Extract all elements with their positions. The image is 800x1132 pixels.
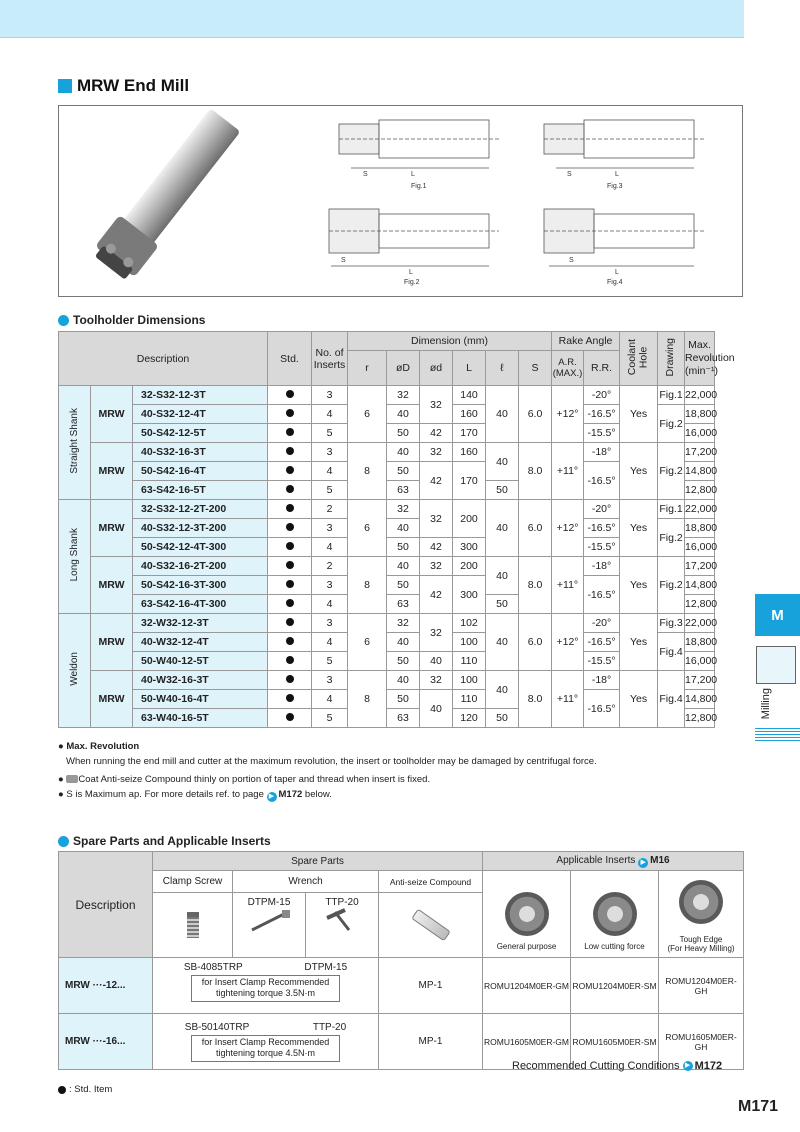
table-row bbox=[59, 614, 774, 633]
th-maxrev: Max. Revolution (min⁻¹) bbox=[685, 332, 715, 386]
table-cell: 18,800 bbox=[685, 405, 715, 424]
note-maxrev-title: Max. Revolution bbox=[66, 741, 140, 752]
table-cell: 32 bbox=[420, 386, 453, 424]
th-spare-description: Description bbox=[59, 852, 153, 958]
figure-box bbox=[58, 105, 743, 297]
table-cell: 22,000 bbox=[685, 614, 715, 633]
spare-row-12 bbox=[59, 958, 744, 1014]
table-cell: MRW bbox=[91, 386, 133, 443]
table-cell: ROMU1204M0ER-SM bbox=[571, 958, 659, 1014]
table-cell bbox=[268, 614, 312, 633]
table-cell bbox=[268, 462, 312, 481]
table-cell: -15.5° bbox=[584, 652, 620, 671]
std-item-note: : Std. Item bbox=[58, 1084, 112, 1095]
table-cell: 160 bbox=[453, 443, 486, 462]
table-cell: 63-W40-16-5T bbox=[133, 709, 268, 728]
table-cell: -16.5° bbox=[584, 576, 620, 614]
table-cell: 4 bbox=[312, 690, 348, 709]
table-cell: +12° bbox=[552, 386, 584, 443]
table-cell: R.R. bbox=[584, 351, 620, 386]
table-cell: 200 bbox=[453, 500, 486, 538]
table-cell: Fig.4 bbox=[658, 633, 685, 671]
table-cell: +11° bbox=[552, 671, 584, 728]
table-cell: MRW bbox=[91, 500, 133, 557]
table-cell: 50-S42-16-3T-300 bbox=[133, 576, 268, 595]
table-cell: øD bbox=[387, 351, 420, 386]
table-cell: Yes bbox=[620, 614, 658, 671]
side-tab-letter[interactable]: M bbox=[755, 594, 800, 636]
table-cell: MP-1 bbox=[379, 958, 483, 1014]
table-cell: ød bbox=[420, 351, 453, 386]
table-cell: ROMU1605M0ER-GH bbox=[659, 1014, 744, 1070]
table-cell: 50 bbox=[486, 595, 519, 614]
table-cell: 4 bbox=[312, 595, 348, 614]
table-cell: 14,800 bbox=[685, 462, 715, 481]
table-cell: 50 bbox=[486, 481, 519, 500]
table-cell: 6.0 bbox=[519, 500, 552, 557]
table-cell: 5 bbox=[312, 424, 348, 443]
table-cell: 40 bbox=[420, 690, 453, 728]
table-cell: 17,200 bbox=[685, 557, 715, 576]
table-cell: 22,000 bbox=[685, 386, 715, 405]
product-illustration bbox=[59, 106, 744, 298]
table-cell: 4 bbox=[312, 462, 348, 481]
table-cell: 50 bbox=[387, 462, 420, 481]
table-cell bbox=[268, 690, 312, 709]
table-cell: ROMU1204M0ER-GM bbox=[483, 958, 571, 1014]
table-cell: MP-1 bbox=[379, 1014, 483, 1070]
table-cell: 42 bbox=[420, 424, 453, 443]
th-drawing: Drawing bbox=[664, 337, 677, 377]
table-cell bbox=[268, 595, 312, 614]
table-cell: 40 bbox=[486, 614, 519, 671]
table-cell: 110 bbox=[453, 652, 486, 671]
table-cell: -18° bbox=[584, 557, 620, 576]
fig4-label: Fig.4 bbox=[607, 279, 623, 286]
table-cell: L bbox=[453, 351, 486, 386]
ref-arrow-icon: ▶ bbox=[683, 1061, 693, 1071]
table-cell: Yes bbox=[620, 671, 658, 728]
table-cell: 5 bbox=[312, 652, 348, 671]
table-cell: 32 bbox=[420, 614, 453, 652]
table-cell: -16.5° bbox=[584, 633, 620, 652]
table-cell: 50 bbox=[387, 576, 420, 595]
tube-icon bbox=[66, 775, 78, 783]
th-dimension: Dimension (mm) bbox=[348, 332, 552, 351]
table-cell: 50-S42-12-4T-300 bbox=[133, 538, 268, 557]
table-cell: 3 bbox=[312, 443, 348, 462]
table-cell: 120 bbox=[453, 709, 486, 728]
end-mill-photo bbox=[90, 106, 245, 283]
wrench-dtpm: DTPM-15 bbox=[233, 893, 306, 958]
table-cell: 32 bbox=[420, 500, 453, 538]
table-cell bbox=[268, 557, 312, 576]
table-cell: -18° bbox=[584, 671, 620, 690]
table-cell bbox=[268, 709, 312, 728]
table-cell: 100 bbox=[453, 671, 486, 690]
table-cell: 3 bbox=[312, 386, 348, 405]
table-cell: -15.5° bbox=[584, 538, 620, 557]
table-cell: 40 bbox=[486, 557, 519, 595]
table-cell: 22,000 bbox=[685, 500, 715, 519]
table-cell: 40 bbox=[387, 633, 420, 652]
table-cell: 102 bbox=[453, 614, 486, 633]
svg-text:S: S bbox=[341, 257, 346, 264]
fig1-drawing bbox=[339, 120, 499, 168]
spare-parts-table bbox=[58, 851, 744, 1070]
note-s-ref: M172 bbox=[278, 789, 303, 801]
table-cell bbox=[268, 576, 312, 595]
table-cell: 17,200 bbox=[685, 443, 715, 462]
table-cell: 170 bbox=[453, 462, 486, 500]
table-cell bbox=[658, 332, 685, 386]
svg-text:L: L bbox=[615, 269, 619, 276]
table-cell: 170 bbox=[453, 424, 486, 443]
wrench-ttp: TTP-20 bbox=[306, 893, 379, 958]
group-weldon: Weldon bbox=[69, 652, 80, 686]
table-cell: 50-W40-16-4T bbox=[133, 690, 268, 709]
table-cell: ROMU1605M0ER-GM bbox=[483, 1014, 571, 1070]
table-cell: 40-S32-12-4T bbox=[133, 405, 268, 424]
table-cell: 8.0 bbox=[519, 557, 552, 614]
side-tab-label: Milling bbox=[760, 688, 772, 720]
th-std: Std. bbox=[268, 332, 312, 386]
table-cell: -20° bbox=[584, 500, 620, 519]
table-cell: 32 bbox=[387, 386, 420, 405]
group-straight-shank: Straight Shank bbox=[69, 408, 80, 474]
note-maxrev-text: When running the end mill and cutter at the maximum revolution, the insert or toolholder may be damaged by centrifugal force. bbox=[66, 755, 597, 767]
table-cell: 50 bbox=[387, 652, 420, 671]
section-toolholder-title: Toolholder Dimensions bbox=[73, 313, 206, 327]
compound-tube-icon bbox=[379, 893, 483, 958]
table-cell: -16.5° bbox=[584, 462, 620, 500]
title-marker bbox=[58, 79, 72, 93]
ttp-wrench-icon bbox=[317, 908, 367, 934]
table-cell: ROMU1204M0ER-GH bbox=[659, 958, 744, 1014]
table-cell: Fig.2 bbox=[658, 557, 685, 614]
insert-general-icon bbox=[505, 892, 549, 936]
table-cell: 40-S32-16-3T bbox=[133, 443, 268, 462]
table-cell: 40 bbox=[387, 671, 420, 690]
table-cell: 40 bbox=[387, 405, 420, 424]
table-row bbox=[59, 519, 774, 538]
table-cell: 63-S42-16-5T bbox=[133, 481, 268, 500]
table-cell: MRW bbox=[91, 614, 133, 671]
table-cell: 40 bbox=[387, 443, 420, 462]
table-cell bbox=[268, 538, 312, 557]
insert-tough-icon bbox=[679, 880, 723, 924]
page-title bbox=[58, 76, 189, 96]
table-cell: Fig.1 bbox=[658, 386, 685, 405]
table-cell: 32-S32-12-2T-200 bbox=[133, 500, 268, 519]
table-cell: 4 bbox=[312, 538, 348, 557]
table-cell: MRW ···-16... bbox=[59, 1014, 153, 1070]
table-cell: 42 bbox=[420, 538, 453, 557]
table-cell bbox=[268, 443, 312, 462]
table-cell bbox=[268, 671, 312, 690]
table-cell: 32 bbox=[420, 443, 453, 462]
table-cell: 3 bbox=[312, 614, 348, 633]
table-cell: -16.5° bbox=[584, 519, 620, 538]
table-cell: 6.0 bbox=[519, 614, 552, 671]
fig4-drawing bbox=[544, 209, 704, 266]
svg-text:L: L bbox=[411, 171, 415, 178]
table-cell: 42 bbox=[420, 462, 453, 500]
table-cell: 5 bbox=[312, 709, 348, 728]
th-coolant: Coolant Hole bbox=[625, 338, 650, 376]
table-cell: +12° bbox=[552, 500, 584, 557]
table-cell: SB-50140TRP TTP-20 for Insert Clamp Recommended tightening torque 4.5N·m bbox=[153, 1014, 379, 1070]
note-coat: Coat Anti-seize Compound thinly on portion of taper and thread when insert is fixed. bbox=[78, 774, 431, 786]
table-cell: 18,800 bbox=[685, 519, 715, 538]
table-row bbox=[59, 671, 774, 690]
section-dot bbox=[58, 836, 69, 847]
svg-text:L: L bbox=[615, 171, 619, 178]
table-cell: 3 bbox=[312, 519, 348, 538]
table-cell: 50 bbox=[387, 424, 420, 443]
table-cell bbox=[268, 481, 312, 500]
ref-arrow-icon: ▶ bbox=[638, 858, 648, 868]
fig3-label: Fig.3 bbox=[607, 183, 623, 190]
th-spare-parts: Spare Parts bbox=[153, 852, 483, 871]
table-cell bbox=[268, 652, 312, 671]
ref-arrow-icon: ▶ bbox=[267, 792, 277, 802]
table-cell: 32-W32-12-3T bbox=[133, 614, 268, 633]
th-inserts: No. of Inserts bbox=[312, 332, 348, 386]
table-cell: 8 bbox=[348, 443, 387, 500]
table-cell: 32 bbox=[387, 500, 420, 519]
table-cell: -20° bbox=[584, 614, 620, 633]
table-cell: 32 bbox=[387, 614, 420, 633]
table-cell: Yes bbox=[620, 386, 658, 443]
table-cell: 16,000 bbox=[685, 652, 715, 671]
table-cell: 8 bbox=[348, 557, 387, 614]
table-row bbox=[59, 386, 774, 405]
table-cell: +11° bbox=[552, 557, 584, 614]
table-cell: r bbox=[348, 351, 387, 386]
table-cell: 50-S42-16-4T bbox=[133, 462, 268, 481]
table-cell: Yes bbox=[620, 500, 658, 557]
table-cell: 50 bbox=[486, 709, 519, 728]
table-cell: +11° bbox=[552, 443, 584, 500]
section-toolholder bbox=[58, 313, 205, 327]
table-cell: MRW bbox=[91, 557, 133, 614]
table-cell: 4 bbox=[312, 405, 348, 424]
table-cell: Yes bbox=[620, 557, 658, 614]
table-cell: Fig.2 bbox=[658, 443, 685, 500]
insert-low-force-icon bbox=[593, 892, 637, 936]
table-cell: -18° bbox=[584, 443, 620, 462]
svg-text:S: S bbox=[569, 257, 574, 264]
table-cell: 32 bbox=[420, 557, 453, 576]
table-cell bbox=[59, 614, 91, 728]
table-cell: 40-W32-12-4T bbox=[133, 633, 268, 652]
table-cell: 32-S32-12-3T bbox=[133, 386, 268, 405]
table-cell: 63 bbox=[387, 709, 420, 728]
toolholder-table bbox=[58, 331, 774, 728]
svg-text:S: S bbox=[363, 171, 368, 178]
th-description: Description bbox=[59, 332, 268, 386]
table-cell: 42 bbox=[420, 576, 453, 614]
clamp-screw-icon bbox=[153, 893, 233, 958]
table-row bbox=[59, 443, 774, 462]
table-cell: 6 bbox=[348, 614, 387, 671]
table-cell: 300 bbox=[453, 538, 486, 557]
table-cell: 16,000 bbox=[685, 538, 715, 557]
table-cell: ℓ bbox=[486, 351, 519, 386]
table-cell: 3 bbox=[312, 576, 348, 595]
table-cell bbox=[268, 424, 312, 443]
table-cell: 40 bbox=[387, 557, 420, 576]
insert-type-general: General purpose bbox=[483, 871, 571, 958]
note-s: S is Maximum ap. For more details ref. to page bbox=[66, 789, 264, 801]
table-cell: Fig.2 bbox=[658, 405, 685, 443]
table-cell: 100 bbox=[453, 633, 486, 652]
table-cell bbox=[620, 332, 658, 386]
table-cell: 40 bbox=[486, 671, 519, 709]
table-cell: 40 bbox=[486, 500, 519, 557]
table-cell: 16,000 bbox=[685, 424, 715, 443]
recommended-conditions-link[interactable]: Recommended Cutting Conditions ▶ M172 bbox=[512, 1060, 723, 1072]
table-cell: 14,800 bbox=[685, 576, 715, 595]
th-applicable: Applicable Inserts ▶ M16 bbox=[483, 852, 744, 871]
table-cell: 2 bbox=[312, 500, 348, 519]
table-cell: 3 bbox=[312, 671, 348, 690]
table-cell: +12° bbox=[552, 614, 584, 671]
table-cell: 50-S42-12-5T bbox=[133, 424, 268, 443]
th-clamp: Clamp Screw bbox=[153, 871, 233, 893]
table-cell: 110 bbox=[453, 690, 486, 709]
table-cell: S bbox=[519, 351, 552, 386]
th-rake: Rake Angle bbox=[552, 332, 620, 351]
table-row bbox=[59, 633, 774, 652]
insert-type-low-force: Low cutting force bbox=[571, 871, 659, 958]
page-title-text: MRW End Mill bbox=[77, 76, 190, 95]
table-cell: Fig.4 bbox=[658, 671, 685, 728]
table-cell: 8.0 bbox=[519, 671, 552, 728]
section-spare bbox=[58, 834, 271, 848]
insert-type-tough: Tough Edge (For Heavy Milling) bbox=[659, 871, 744, 958]
table-cell: Yes bbox=[620, 443, 658, 500]
table-cell: 40-S32-12-3T-200 bbox=[133, 519, 268, 538]
table-cell: 6 bbox=[348, 500, 387, 557]
table-cell bbox=[268, 519, 312, 538]
th-anti: Anti-seize Compound bbox=[379, 871, 483, 893]
svg-text:L: L bbox=[409, 269, 413, 276]
table-cell: 160 bbox=[453, 405, 486, 424]
table-row bbox=[59, 557, 774, 576]
table-cell: 5 bbox=[312, 481, 348, 500]
table-cell: SB-4085TRP DTPM-15 for Insert Clamp Recommended tightening torque 3.5N·m bbox=[153, 958, 379, 1014]
table-cell: MRW bbox=[91, 443, 133, 500]
table-cell bbox=[268, 405, 312, 424]
table-cell: 63-S42-16-4T-300 bbox=[133, 595, 268, 614]
table-cell: 50 bbox=[387, 538, 420, 557]
table-cell: 14,800 bbox=[685, 690, 715, 709]
milling-icon bbox=[756, 646, 796, 684]
fig2-label: Fig.2 bbox=[404, 279, 420, 286]
table-cell: 8.0 bbox=[519, 443, 552, 500]
table-cell bbox=[268, 386, 312, 405]
section-spare-title: Spare Parts and Applicable Inserts bbox=[73, 834, 271, 848]
page-number: M171 bbox=[738, 1098, 779, 1115]
table-cell: -16.5° bbox=[584, 690, 620, 728]
table-cell: 50 bbox=[387, 690, 420, 709]
table-cell: 4 bbox=[312, 633, 348, 652]
table-cell bbox=[59, 386, 91, 500]
table-cell bbox=[268, 633, 312, 652]
side-tab-lines bbox=[755, 728, 800, 742]
table-cell: 63 bbox=[387, 595, 420, 614]
table-cell bbox=[59, 500, 91, 614]
table-cell: 140 bbox=[453, 386, 486, 405]
table-cell: Fig.3 bbox=[658, 614, 685, 633]
table-cell bbox=[268, 500, 312, 519]
table-cell: ROMU1605M0ER-SM bbox=[571, 1014, 659, 1070]
table-cell: 2 bbox=[312, 557, 348, 576]
top-band bbox=[0, 0, 744, 38]
table-cell: -16.5° bbox=[584, 405, 620, 424]
table-cell: 18,800 bbox=[685, 633, 715, 652]
table-cell: 200 bbox=[453, 557, 486, 576]
table-cell: 50-W40-12-5T bbox=[133, 652, 268, 671]
table-cell: -15.5° bbox=[584, 424, 620, 443]
table-cell: MRW ···-12... bbox=[59, 958, 153, 1014]
std-bullet-icon bbox=[58, 1086, 66, 1094]
std-bullet bbox=[286, 390, 294, 398]
table-cell: 40 bbox=[387, 519, 420, 538]
table-cell: 32 bbox=[420, 671, 453, 690]
table-cell: Fig.1 bbox=[658, 500, 685, 519]
table-cell: Fig.2 bbox=[658, 519, 685, 557]
table-cell: 12,800 bbox=[685, 481, 715, 500]
table-cell: A.R. (MAX.) bbox=[552, 351, 584, 386]
fig2-drawing bbox=[329, 209, 499, 266]
table-cell: 40-W32-16-3T bbox=[133, 671, 268, 690]
notes: ● Max. Revolution When running the end mill and cutter at the maximum revolution, the insert or toolholder may be damaged by centrifugal force. ● Coat Anti-seize Compound thinly on portion of taper and thread when insert is fixed. ● S is Maximum ap. For more details ref. to page ▶ M172 below. bbox=[58, 740, 758, 803]
table-cell: 40-S32-16-2T-200 bbox=[133, 557, 268, 576]
table-row bbox=[59, 500, 774, 519]
th-wrench: Wrench bbox=[233, 871, 379, 893]
table-cell: MRW bbox=[91, 671, 133, 728]
section-dot bbox=[58, 315, 69, 326]
table-cell: 17,200 bbox=[685, 671, 715, 690]
group-long-shank: Long Shank bbox=[69, 528, 80, 582]
table-cell: 40 bbox=[420, 652, 453, 671]
table-cell: 63 bbox=[387, 481, 420, 500]
table-cell: 40 bbox=[486, 386, 519, 443]
fig1-label: Fig.1 bbox=[411, 183, 427, 190]
table-cell: 6 bbox=[348, 386, 387, 443]
table-cell: 300 bbox=[453, 576, 486, 614]
table-cell: 12,800 bbox=[685, 595, 715, 614]
table-cell: 8 bbox=[348, 671, 387, 728]
table-row bbox=[59, 405, 774, 424]
dtpm-wrench-icon bbox=[244, 908, 294, 934]
table-cell: 12,800 bbox=[685, 709, 715, 728]
svg-text:S: S bbox=[567, 171, 572, 178]
fig3-drawing bbox=[544, 120, 704, 168]
table-cell: 6.0 bbox=[519, 386, 552, 443]
table-cell: -20° bbox=[584, 386, 620, 405]
table-cell: 40 bbox=[486, 443, 519, 481]
